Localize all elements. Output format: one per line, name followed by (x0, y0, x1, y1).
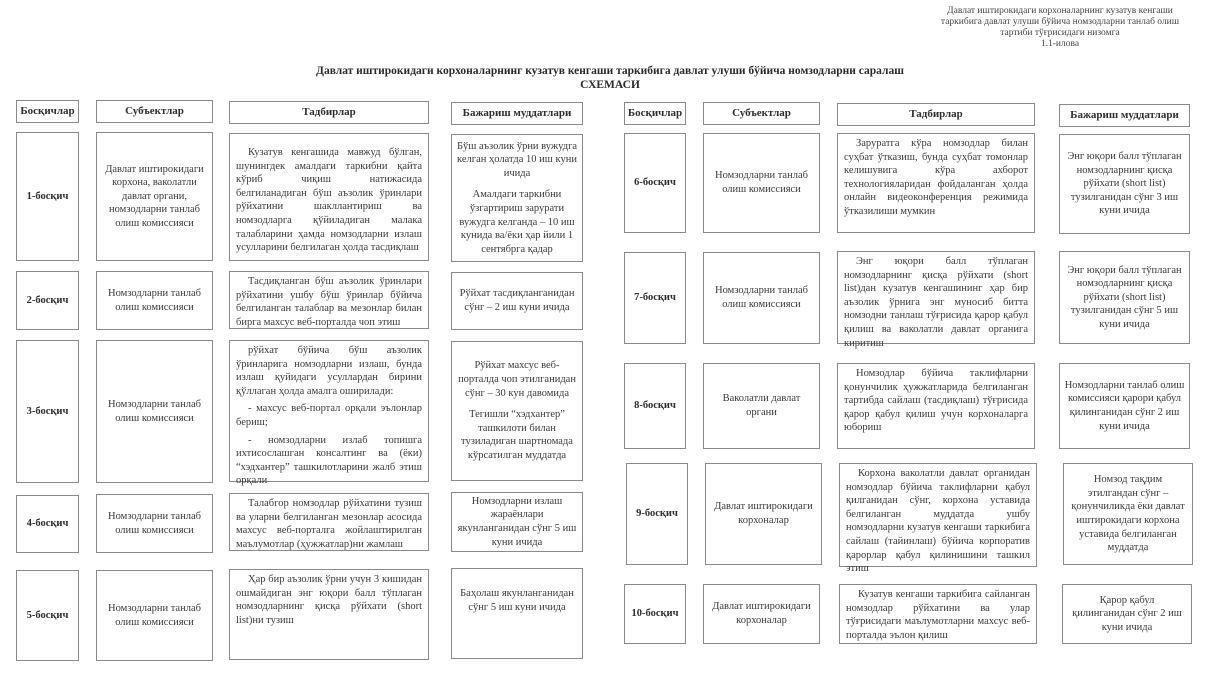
subject-1: Давлат иштирокидаги корхона, ваколатли давлат органи, номзодларни танлаб олиш комиссияси (96, 132, 213, 261)
subject-6: Номзодларни танлаб олиш комиссияси (703, 133, 820, 233)
action-text: Заруратга кўра номзодлар билан суҳбат ўтказиш, бунда суҳбат томонлар келишувига кўра ахборот технологияларидан фойдаланган ҳолда онлайн видеоконференция режимида ўтказилиши мумкин (844, 138, 1028, 217)
deadline-text: Номзод тақдим этилгандан сўнг – қонунчиликда ёки давлат иштирокидаги корхона уставида белгиланган муддатда (1071, 474, 1185, 554)
action-8 (837, 363, 1035, 449)
deadline-4 (451, 492, 583, 552)
action-text: Номзодлар бўйича таклифларни қонунчилик ҳужжатларида белгиланган тартибда сайлаш (тасдиқлаш) тўғрисида қарор қабул қилиш учун корхоналарга юбориш (844, 368, 1028, 434)
action-text: Ҳар бир аъзолик ўрни учун 3 кишидан ошмайдиган энг юқори балл тўплаган номзодларнинг қисқа рўйхати (short list)ни тузиш (236, 574, 422, 626)
action-4 (229, 493, 429, 551)
deadline-text: Рўйхат тасдиқланганидан сўнг – 2 иш куни ичида (459, 288, 575, 313)
stage-10: 10-босқич (624, 584, 686, 644)
subject-8: Ваколатли давлат органи (703, 363, 820, 449)
stage-5: 5-босқич (16, 570, 79, 661)
action-text: Энг юқори балл тўплаган номзодларнинг қисқа рўйхати (short list)дан кузатув кенгашининг ҳар бир аъзолик ўрнига энг муносиб битта номзодни танлаш тўғрисида қарор қабул қилиш ва ваколатли давлат органига киритиш (844, 256, 1028, 349)
action-9 (839, 463, 1037, 575)
stage-4: 4-босқич (16, 495, 79, 553)
stage-9: 9-босқич (626, 463, 688, 565)
annex-note (925, 6, 1195, 50)
deadline-text: Номзодларни излаш жараёнлари якунланганидан сўнг 5 иш куни ичида (457, 495, 577, 548)
deadline-1 (451, 134, 583, 262)
deadline-text: Рўйхат махсус веб-порталда чоп этилганидан сўнг – 30 кун давомида (458, 360, 576, 399)
subject-3: Номзодларни танлаб олиш комиссияси (96, 340, 213, 483)
title-line: Давлат иштирокидаги корхоналарнинг кузатув кенгаши таркибига давлат улуши бўйича номзодларни саралаш (316, 65, 904, 77)
stage-6: 6-босқич (624, 133, 686, 233)
deadline-text: Энг юқори балл тўплаган номзодларнинг қисқа рўйхати (short list) тузилганидан сўнг 5 иш куни ичида (1067, 264, 1182, 330)
subject-2: Номзодларни танлаб олиш комиссияси (96, 271, 213, 330)
action-text: Корхона ваколатли давлат органидан номзодлар бўйича таклифларни қабул қилганидан сўнг, корхона уставида белгиланган муддатда ушбу номзодларни кузатув кенгаши таркибига сайлаш (тайинлаш) бўйича корпоратив қарорлар қабул қилинишини ташкил этиш (846, 468, 1030, 575)
deadline-9 (1063, 463, 1193, 565)
deadline-8 (1059, 363, 1190, 449)
deadline-text: Тегишли “хэдхантер” ташкилоти билан тузиладиган шартномада кўрсатилган муддатда (461, 409, 573, 461)
header-actions-right: Тадбирлар (837, 103, 1035, 126)
annex-line: Давлат иштирокидаги корхоналарнинг кузатув кенгаши (947, 6, 1173, 16)
header-stages-right: Босқичлар (624, 102, 686, 125)
action-10 (839, 584, 1037, 644)
deadline-text: Баҳолаш якунланганидан сўнг 5 иш куни ичида (460, 588, 574, 613)
subject-7: Номзодларни танлаб олиш комиссияси (703, 252, 820, 344)
subject-5: Номзодларни танлаб олиш комиссияси (96, 570, 213, 661)
action-5 (229, 569, 429, 660)
stage-7: 7-босқич (624, 252, 686, 344)
action-text: рўйхат бўйича бўш аъзолик ўринларига номзодларни излаш, бунда излаш қуйидаги усуллардан бирини қўллаган ҳолда амалга оширилади: (236, 345, 422, 397)
subject-4: Номзодларни танлаб олиш комиссияси (96, 494, 213, 553)
header-deadlines-left: Бажариш муддатлари (451, 102, 583, 125)
action-2 (229, 271, 429, 329)
deadline-text: Номзодларни танлаб олиш комиссияси қарори қабул қилинганидан сўнг 2 иш куни ичида (1064, 379, 1185, 432)
deadline-7 (1059, 251, 1190, 344)
page-title (300, 64, 920, 92)
header-actions-left: Тадбирлар (229, 101, 429, 124)
action-text: Тасдиқланган бўш аъзолик ўринлари рўйхатини ушбу бўш ўринлар бўйича белгиланган талаблар ва мезонлар билан бирга махсус веб-порталда чоп этиш (236, 276, 422, 328)
deadline-10 (1062, 584, 1192, 644)
deadline-5 (451, 568, 583, 659)
action-7 (837, 251, 1035, 349)
deadline-3 (451, 341, 583, 481)
annex-line: таркибига давлат улуши бўйича номзодларни танлаб олиш (940, 17, 1180, 27)
action-1 (229, 133, 429, 261)
action-3 (229, 340, 429, 487)
deadline-2 (451, 272, 583, 330)
deadline-text: Қарор қабул қилинганидан сўнг 2 иш куни ичида (1072, 594, 1182, 633)
action-text: - махсус веб-портал орқали эълонлар бериш; (236, 403, 422, 428)
stage-8: 8-босқич (624, 363, 686, 449)
header-subjects-left: Субъектлар (96, 100, 213, 123)
stage-2: 2-босқич (16, 271, 79, 330)
annex-line: тартиби тўғрисидаги низомга (1000, 28, 1120, 38)
header-deadlines-right: Бажариш муддатлари (1059, 104, 1190, 127)
header-stages-left: Босқичлар (16, 100, 79, 123)
deadline-text: Бўш аъзолик ўрни вужудга келган ҳолатда 10 иш куни ичида (456, 140, 578, 179)
annex-number: 1.1-илова (1040, 39, 1080, 49)
stage-3: 3-босқич (16, 340, 79, 483)
action-text: - номзодларни излаб топишга ихтисослашган консалтинг ва (ёки) “хэдхантер” ташкилотларини жалб этиш орқали (236, 434, 422, 487)
deadline-text: Энг юқори балл тўплаган номзодларнинг қисқа рўйхати (short list) тузилганидан сўнг 3 иш куни ичида (1067, 151, 1182, 217)
action-text: Талабгор номзодлар рўйхатини тузиш ва уларни белгиланган мезонлар асосида махсус веб-порталга жойлаштирилган маълумотлар (ҳужжатлар)ни жамлаш (236, 498, 422, 550)
title-subtitle: СХЕМАСИ (580, 79, 640, 91)
header-subjects-right: Субъектлар (703, 102, 820, 125)
subject-10: Давлат иштирокидаги корхоналар (703, 584, 820, 644)
action-text: Кузатув кенгашида мавжуд бўлган, шунингдек амалдаги таркибни қайта кўриб чиқиш натижасида белгиланадиган бўш аъзолик ўринлари рўйхатини шакллантириш ва номзодларга қўйиладиган малака талабларини ҳамда номзодларни излаш усулларини белгилаган ҳолда тасдиқлаш (236, 147, 422, 254)
stage-1: 1-босқич (16, 132, 79, 261)
subject-9: Давлат иштирокидаги корхоналар (705, 463, 822, 565)
deadline-text: Амалдаги таркибни ўзгартириш зарурати вужудга келганда – 10 иш кунида ва/ёки ҳар йили 1 сентябрга қадар (459, 189, 575, 255)
action-6 (837, 133, 1035, 233)
action-text: Кузатув кенгаши таркибига сайланган номзодлар рўйхатини ва улар тўғрисидаги маълумотларни махсус веб-порталда эълон қилиш (846, 589, 1030, 641)
deadline-6 (1059, 134, 1190, 234)
